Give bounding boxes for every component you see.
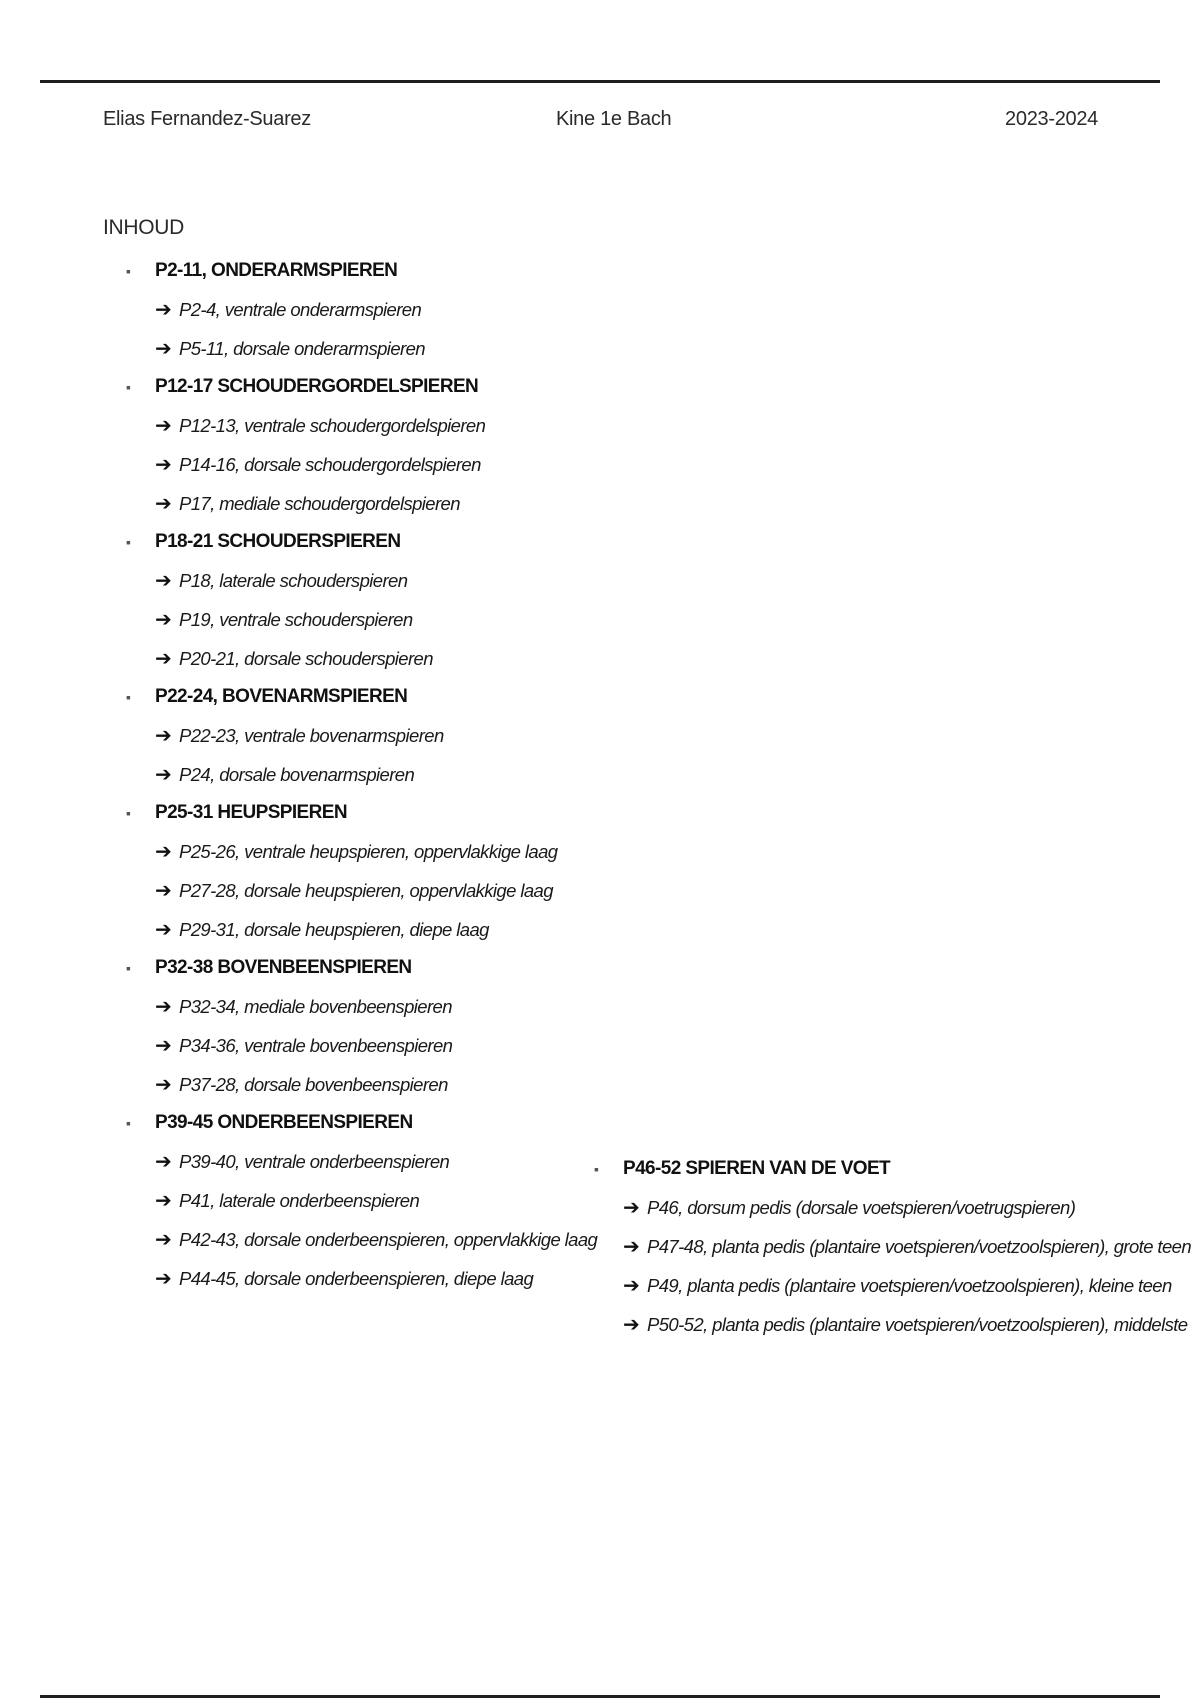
arrow-right-icon: ➔: [155, 647, 172, 670]
toc-subitem-text: P2-4, ventrale onderarmspieren: [179, 298, 422, 320]
toc-section-title: P39-45 ONDERBEENSPIEREN: [155, 1112, 413, 1133]
toc-subitems: [126, 987, 596, 1104]
arrow-right-icon: ➔: [155, 608, 172, 631]
toc-section-title: P2-11, ONDERARMSPIEREN: [155, 260, 398, 281]
toc-subitem: [623, 1266, 1172, 1305]
toc-title: INHOUD: [103, 216, 185, 239]
toc-subitem: [155, 445, 596, 484]
bullet-icon: ▪: [126, 960, 131, 976]
arrow-right-icon: ➔: [155, 879, 172, 902]
toc-subitem: [155, 910, 596, 949]
toc-subitem: [155, 716, 596, 755]
toc-subitem-text: P46, dorsum pedis (dorsale voetspieren/voetrugspieren): [647, 1196, 1076, 1218]
arrow-right-icon: ➔: [155, 763, 172, 786]
toc-subitem-text: P39-40, ventrale onderbeenspieren: [179, 1150, 450, 1172]
toc-subitem: [155, 290, 596, 329]
toc-subitem: [155, 406, 596, 445]
toc-section-heading: [126, 252, 596, 290]
toc-subitem: [155, 832, 596, 871]
toc-subitem-text: P12-13, ventrale schoudergordelspieren: [179, 414, 486, 436]
toc-section-heading: [126, 949, 596, 987]
toc-subitem-text: P25-26, ventrale heupspieren, oppervlakkige laag: [179, 840, 558, 862]
toc-section-title: P46-52 SPIEREN VAN DE VOET: [623, 1158, 891, 1179]
toc-subitem: [155, 1026, 596, 1065]
toc-column-left: [126, 252, 596, 1298]
toc-subitem-text: P42-43, dorsale onderbeenspieren, oppervlakkige laag: [179, 1228, 598, 1250]
arrow-right-icon: ➔: [155, 298, 172, 321]
toc-subitems: [126, 832, 596, 949]
toc-subitem: [155, 1259, 596, 1298]
toc-subitems: [126, 561, 596, 678]
arrow-right-icon: ➔: [623, 1313, 640, 1336]
toc-section-heading: [126, 678, 596, 716]
arrow-right-icon: ➔: [155, 1073, 172, 1096]
arrow-right-icon: ➔: [155, 724, 172, 747]
arrow-right-icon: ➔: [155, 1150, 172, 1173]
arrow-right-icon: ➔: [155, 414, 172, 437]
arrow-right-icon: ➔: [155, 1189, 172, 1212]
toc-section: [126, 523, 596, 678]
toc-subitem: [623, 1188, 1164, 1227]
toc-subitem-text: P18, laterale schouderspieren: [179, 569, 408, 591]
toc-subitem-text: P24, dorsale bovenarmspieren: [179, 763, 415, 785]
toc-subitem: [155, 1181, 596, 1220]
toc-subitem-text: P27-28, dorsale heupspieren, oppervlakkige laag: [179, 879, 553, 901]
toc-section: [126, 678, 596, 794]
toc-subitems: [126, 290, 596, 368]
toc-section-title: P32-38 BOVENBEENSPIEREN: [155, 957, 412, 978]
bullet-icon: ▪: [126, 263, 131, 279]
toc-subitems: [594, 1188, 1192, 1344]
toc-subitems: [126, 716, 596, 794]
arrow-right-icon: ➔: [155, 1034, 172, 1057]
toc-section-heading: [126, 794, 596, 832]
arrow-right-icon: ➔: [155, 1228, 172, 1251]
toc-section-heading: [594, 1150, 1164, 1188]
footer-rule: [40, 1695, 1160, 1698]
toc-subitem-text: P22-23, ventrale bovenarmspieren: [179, 724, 444, 746]
toc-section: [126, 1104, 596, 1298]
toc-subitem: [155, 561, 596, 600]
toc-section-title: P22-24, BOVENARMSPIEREN: [155, 686, 408, 707]
toc-subitem-text: P14-16, dorsale schoudergordelspieren: [179, 453, 481, 475]
toc-section-title: P25-31 HEUPSPIEREN: [155, 802, 347, 823]
toc-subitem: [155, 1142, 596, 1181]
toc-subitem-text: P47-48, planta pedis (plantaire voetspieren/voetzoolspieren), grote teen: [647, 1235, 1192, 1257]
toc-section-heading: [126, 1104, 596, 1142]
toc-subitem: [155, 1220, 596, 1259]
toc-subitem: [623, 1227, 1192, 1266]
toc-subitem: [155, 871, 596, 910]
toc-section: [126, 794, 596, 949]
toc-subitem: [155, 484, 596, 523]
bullet-icon: ▪: [594, 1161, 599, 1177]
toc-subitem-text: P29-31, dorsale heupspieren, diepe laag: [179, 918, 489, 940]
toc-subitem-text: P49, planta pedis (plantaire voetspieren/voetzoolspieren), kleine teen: [647, 1274, 1172, 1296]
toc-subitem-text: P32-34, mediale bovenbeenspieren: [179, 995, 452, 1017]
arrow-right-icon: ➔: [155, 492, 172, 515]
toc-subitem-text: P20-21, dorsale schouderspieren: [179, 647, 433, 669]
toc-subitem: [155, 329, 596, 368]
toc-section-heading: [126, 523, 596, 561]
arrow-right-icon: ➔: [155, 337, 172, 360]
toc-subitem-text: P37-28, dorsale bovenbeenspieren: [179, 1073, 448, 1095]
toc-section-title: P12-17 SCHOUDERGORDELSPIEREN: [155, 376, 479, 397]
toc-section-title: P18-21 SCHOUDERSPIEREN: [155, 531, 401, 552]
course-name: Kine 1e Bach: [556, 108, 672, 130]
toc-subitems: [126, 406, 596, 523]
toc-section: [126, 368, 596, 523]
toc-column-right: [594, 1150, 1192, 1344]
toc-section: [126, 252, 596, 368]
toc-subitem-text: P44-45, dorsale onderbeenspieren, diepe laag: [179, 1267, 534, 1289]
bullet-icon: ▪: [126, 379, 131, 395]
toc-section: [126, 949, 596, 1104]
toc-subitem-text: P5-11, dorsale onderarmspieren: [179, 337, 425, 359]
toc-subitem: [155, 600, 596, 639]
arrow-right-icon: ➔: [155, 453, 172, 476]
toc-subitem: [155, 1065, 596, 1104]
toc-subitem: [623, 1305, 1188, 1344]
toc-subitem: [155, 987, 596, 1026]
arrow-right-icon: ➔: [623, 1235, 640, 1258]
bullet-icon: ▪: [126, 534, 131, 550]
arrow-right-icon: ➔: [155, 995, 172, 1018]
bullet-icon: ▪: [126, 1115, 131, 1131]
bullet-icon: ▪: [126, 805, 131, 821]
arrow-right-icon: ➔: [623, 1196, 640, 1219]
arrow-right-icon: ➔: [623, 1274, 640, 1297]
toc-subitem: [155, 755, 596, 794]
toc-subitem-text: P19, ventrale schouderspieren: [179, 608, 413, 630]
toc-section-heading: [126, 368, 596, 406]
toc-subitems: [126, 1142, 596, 1298]
toc-section: [594, 1150, 1192, 1344]
toc-subitem-text: P34-36, ventrale bovenbeenspieren: [179, 1034, 453, 1056]
bullet-icon: ▪: [126, 689, 131, 705]
arrow-right-icon: ➔: [155, 569, 172, 592]
toc-subitem-text: P41, laterale onderbeenspieren: [179, 1189, 420, 1211]
arrow-right-icon: ➔: [155, 840, 172, 863]
arrow-right-icon: ➔: [155, 918, 172, 941]
toc-subitem: [155, 639, 596, 678]
arrow-right-icon: ➔: [155, 1267, 172, 1290]
toc-subitem-text: P17, mediale schoudergordelspieren: [179, 492, 460, 514]
author-name: Elias Fernandez-Suarez: [103, 108, 311, 130]
toc-subitem-text: P50-52, planta pedis (plantaire voetspieren/voetzoolspieren), middelste: [647, 1313, 1188, 1335]
header-rule: [40, 80, 1160, 83]
academic-year: 2023-2024: [1005, 108, 1098, 130]
